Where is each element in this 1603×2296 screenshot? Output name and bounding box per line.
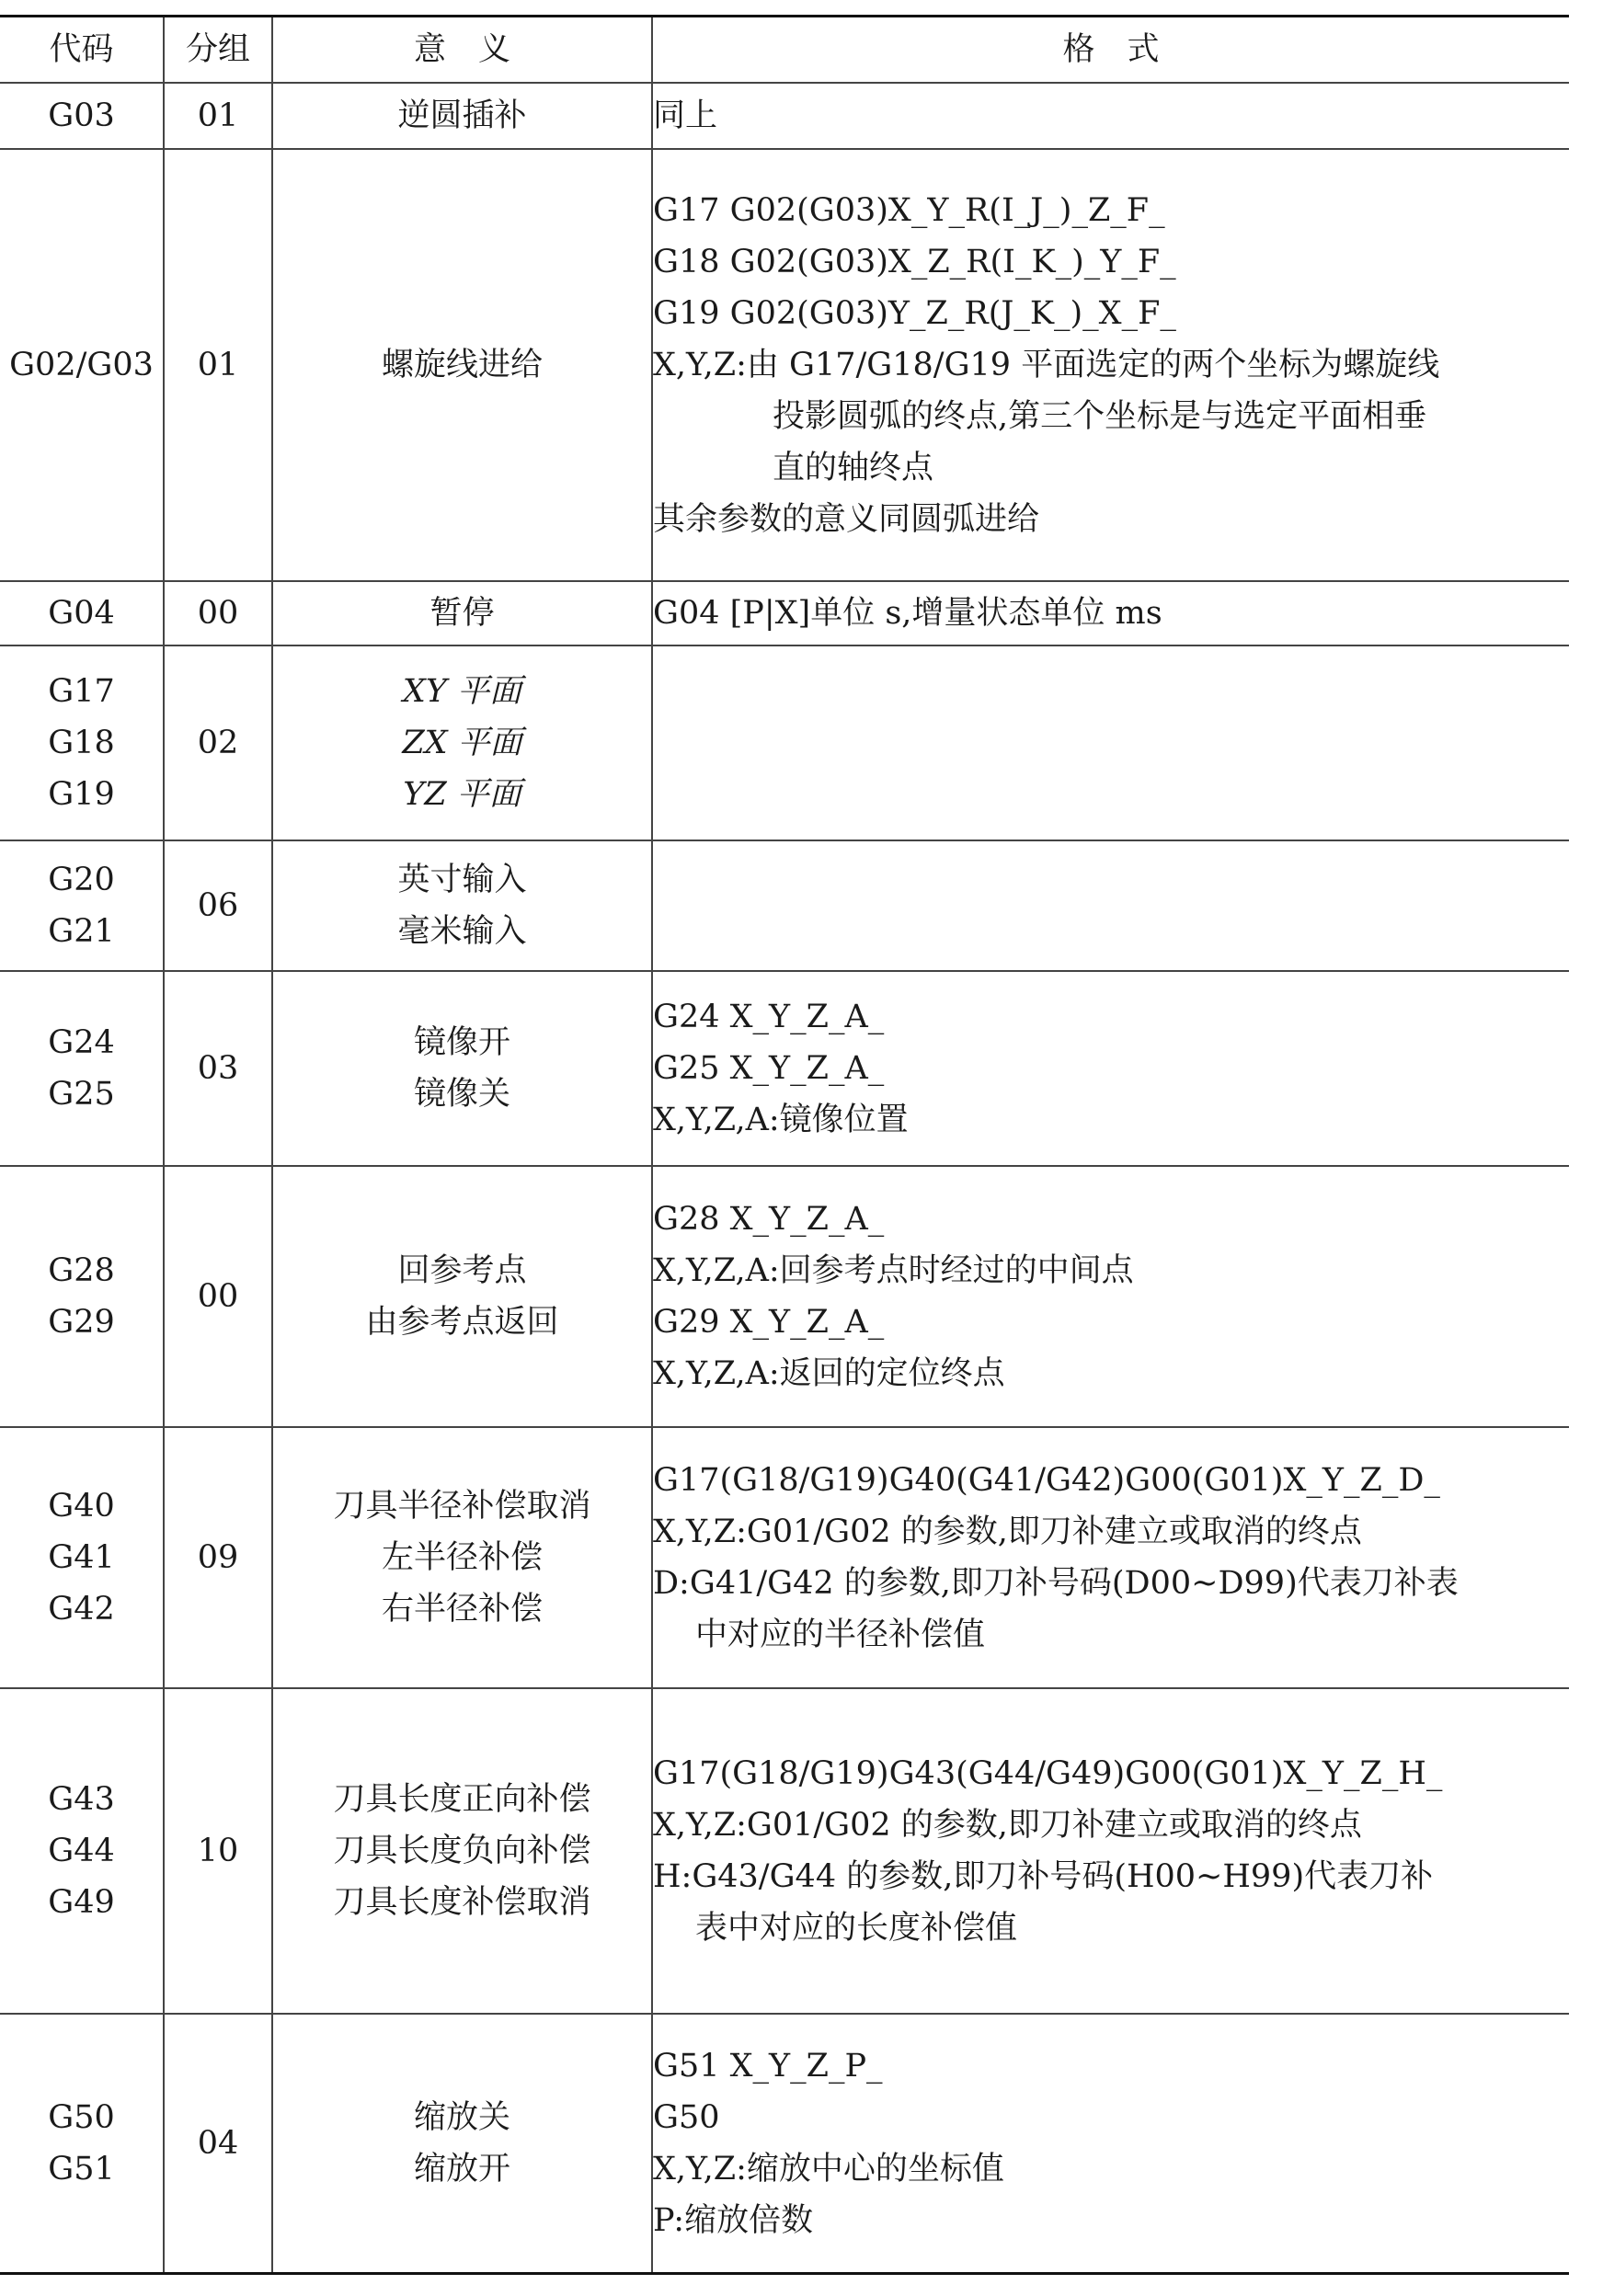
meaning-text: 缩放关 [413,2098,510,2136]
format-line: H:G43/G44 的参数,即刀补号码(H00~H99)代表刀补 [653,1858,1434,1895]
meaning-text: 镜像开 [413,1024,510,1061]
group-cell: 06 [164,840,272,971]
code-text: G43 [48,1781,115,1818]
code-text: G21 [48,913,115,950]
header-code: 代码 [0,17,164,84]
meaning-cell [272,1427,652,1688]
format-line: G24 X_Y_Z_A_ [653,999,885,1035]
meaning-text: 毫米输入 [397,913,527,950]
meaning-cell [272,581,652,645]
format-cell [652,840,1569,971]
table-row [0,581,1569,645]
format-cell [652,971,1569,1166]
code-text: G49 [48,1884,115,1921]
format-line: P:缩放倍数 [653,2201,814,2239]
meaning-text: 刀具长度补偿取消 [333,1884,591,1921]
group-cell: 02 [164,645,272,840]
meaning-cell [272,149,652,581]
meaning-cell [272,2014,652,2273]
code-text: G44 [48,1833,115,1869]
code-text: G03 [48,97,115,134]
table-row [0,645,1569,840]
code-text: G20 [48,862,115,898]
meaning-text: 缩放开 [413,2150,510,2187]
meaning-cell [272,83,652,149]
code-cell [0,2014,164,2273]
table-row [0,2014,1569,2273]
format-line: X,Y,Z,A:回参考点时经过的中间点 [653,1252,1134,1289]
format-line: G17 G02(G03)X_Y_R(I_J_)_Z_F_ [653,192,1165,229]
group-cell: 00 [164,581,272,645]
format-cell [652,1688,1569,2014]
code-text: G24 [48,1024,115,1061]
meaning-text: 镜像关 [413,1076,510,1113]
format-cell [652,1427,1569,1688]
format-line: X,Y,Z,A:返回的定位终点 [653,1355,1005,1392]
format-line: 投影圆弧的终点,第三个坐标是与选定平面相垂 [773,398,1427,435]
header-row [0,17,1569,84]
format-cell [652,83,1569,149]
format-line: X,Y,Z,A:镜像位置 [653,1102,909,1138]
meaning-cell [272,1688,652,2014]
format-line: G50 [653,2098,720,2136]
format-line: G17(G18/G19)G40(G41/G42)G00(G01)X_Y_Z_D_ [653,1462,1440,1499]
table-row [0,1427,1569,1688]
meaning-text: 由参考点返回 [365,1304,559,1341]
table-row [0,1166,1569,1427]
format-line: 表中对应的长度补偿值 [695,1910,1018,1947]
meaning-text: 左半径补偿 [381,1539,543,1576]
meaning-text: 右半径补偿 [381,1591,543,1628]
meaning-cell [272,1166,652,1427]
meaning-text: 刀具长度负向补偿 [333,1833,591,1869]
format-line: X,Y,Z:由 G17/G18/G19 平面选定的两个坐标为螺旋线 [653,347,1440,383]
format-cell [652,149,1569,581]
meaning-text: ZX 平面 [402,725,522,761]
code-text: G50 [48,2098,115,2136]
code-cell [0,645,164,840]
code-cell [0,1166,164,1427]
format-line: 中对应的半径补偿值 [695,1616,986,1653]
group-cell: 03 [164,971,272,1166]
group-cell: 00 [164,1166,272,1427]
code-text: G42 [48,1591,115,1628]
meaning-cell [272,840,652,971]
format-line: 同上 [653,97,718,134]
meaning-cell [272,971,652,1166]
code-cell [0,581,164,645]
code-text: G25 [48,1076,115,1113]
code-cell [0,1688,164,2014]
format-line: X,Y,Z:G01/G02 的参数,即刀补建立或取消的终点 [653,1807,1362,1844]
format-cell [652,2014,1569,2273]
table-row [0,149,1569,581]
format-line: X,Y,Z:缩放中心的坐标值 [653,2150,1004,2187]
meaning-text: 螺旋线进给 [381,347,543,383]
format-line: G17(G18/G19)G43(G44/G49)G00(G01)X_Y_Z_H_ [653,1755,1443,1792]
meaning-text: 刀具半径补偿取消 [333,1488,591,1525]
group-cell: 10 [164,1688,272,2014]
table-row [0,83,1569,149]
format-line: G19 G02(G03)Y_Z_R(J_K_)_X_F_ [653,295,1176,332]
group-cell: 09 [164,1427,272,1688]
format-line: G29 X_Y_Z_A_ [653,1304,885,1341]
format-line: G51 X_Y_Z_P_ [653,2047,883,2085]
code-text: G29 [48,1304,115,1341]
table-row [0,1688,1569,2014]
code-cell [0,971,164,1166]
code-text: G02/G03 [9,347,154,383]
header-group: 分组 [164,17,272,84]
code-cell [0,83,164,149]
format-line: X,Y,Z:G01/G02 的参数,即刀补建立或取消的终点 [653,1514,1362,1550]
code-cell [0,1427,164,1688]
meaning-text: 逆圆插补 [397,97,527,134]
meaning-cell [272,645,652,840]
gcode-table [0,15,1569,2275]
code-text: G17 [48,673,115,710]
format-line: D:G41/G42 的参数,即刀补号码(D00~D99)代表刀补表 [653,1565,1459,1602]
code-text: G51 [48,2150,115,2187]
group-cell: 04 [164,2014,272,2273]
meaning-text: 刀具长度正向补偿 [333,1781,591,1818]
meaning-text: 英寸输入 [397,862,527,898]
header-meaning: 意 义 [272,17,652,84]
table-row [0,840,1569,971]
format-line: G28 X_Y_Z_A_ [653,1201,885,1238]
meaning-text: 暂停 [429,595,495,632]
format-line: G18 G02(G03)X_Z_R(I_K_)_Y_F_ [653,244,1176,280]
format-cell [652,645,1569,840]
code-cell [0,840,164,971]
meaning-text: XY 平面 [402,673,522,710]
group-cell: 01 [164,83,272,149]
format-line: 直的轴终点 [773,450,934,486]
code-text: G04 [48,595,115,632]
meaning-text: 回参考点 [397,1252,527,1289]
code-text: G18 [48,725,115,761]
format-line: G04 [P|X]单位 s,增量状态单位 ms [653,595,1162,632]
format-cell [652,1166,1569,1427]
code-text: G41 [48,1539,115,1576]
code-text: G28 [48,1252,115,1289]
code-cell [0,149,164,581]
format-line: G25 X_Y_Z_A_ [653,1050,885,1087]
code-text: G40 [48,1488,115,1525]
header-format: 格 式 [652,17,1569,84]
format-cell [652,581,1569,645]
meaning-text: YZ 平面 [403,776,521,813]
table-row [0,971,1569,1166]
group-cell: 01 [164,149,272,581]
format-line: 其余参数的意义同圆弧进给 [653,501,1040,538]
code-text: G19 [48,776,115,813]
